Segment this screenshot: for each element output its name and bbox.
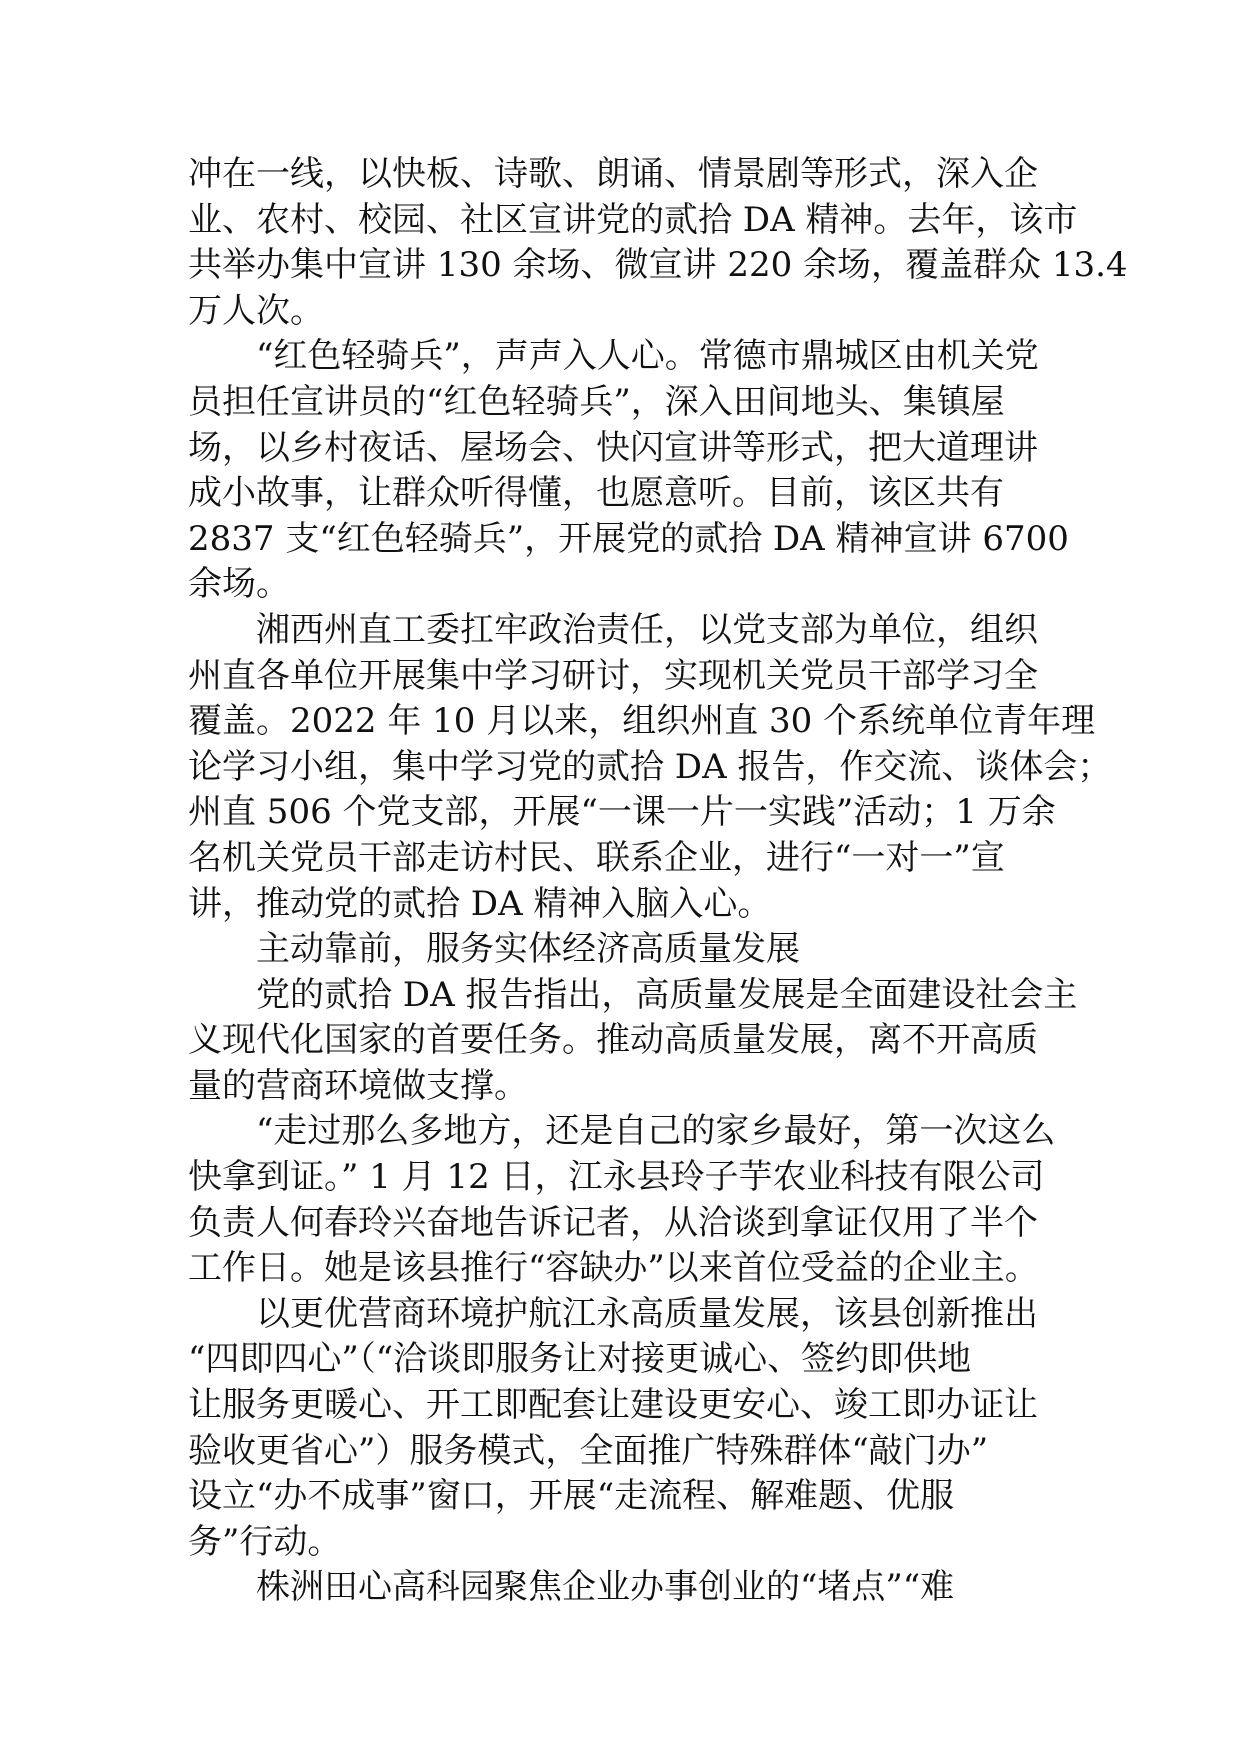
text-line: 验收更省心”）服务模式，全面推广特殊群体“敲门办”	[188, 1430, 989, 1471]
text-line: 员担任宣讲员的“红色轻骑兵”，深入田间地头、集镇屋	[188, 381, 1005, 422]
section-heading: 主动靠前，服务实体经济高质量发展	[188, 929, 800, 970]
text-line: 成小故事，让群众听得懂，也愿意听。目前，该区共有	[188, 473, 1004, 514]
text-line: 株洲田心高科园聚焦企业办事创业的“堵点”“难	[188, 1567, 955, 1608]
text-line: 余场。	[188, 564, 290, 605]
text-line: 义现代化国家的首要任务。推动高质量发展，离不开高质	[188, 1020, 1038, 1061]
text-line: 2837 支“红色轻骑兵”，开展党的贰拾 DA 精神宣讲 6700	[188, 518, 1069, 559]
text-line: “走过那么多地方，还是自己的家乡最好，第一次这么	[188, 1111, 1056, 1152]
text-line: 共举办集中宣讲 130 余场、微宣讲 220 余场，覆盖群众 13.4	[188, 245, 1128, 286]
body-text	[188, 152, 1128, 1611]
text-line: 州直 506 个党支部，开展“一课一片一实践”活动；1 万余	[188, 792, 1056, 833]
text-line: 名机关党员干部走访村民、联系企业，进行“一对一”宣	[188, 837, 1005, 878]
text-line: 让服务更暖心、开工即配套让建设更安心、竣工即办证让	[188, 1385, 1038, 1426]
text-line: 讲，推动党的贰拾 DA 精神入脑入心。	[188, 883, 772, 924]
text-line: “红色轻骑兵”，声声入人心。常德市鼎城区由机关党	[188, 336, 1039, 377]
text-line: 场，以乡村夜话、屋场会、快闪宣讲等形式，把大道理讲	[188, 427, 1038, 468]
text-line: 设立“办不成事”窗口，开展“走流程、解难题、优服	[188, 1476, 955, 1517]
text-line: 论学习小组，集中学习党的贰拾 DA 报告，作交流、谈体会；	[188, 746, 1112, 787]
text-line: 州直各单位开展集中学习研讨，实现机关党员干部学习全	[188, 655, 1038, 696]
text-line: 快拿到证。” 1 月 12 日，江永县玲子芋农业科技有限公司	[188, 1157, 1045, 1198]
text-line: 量的营商环境做支撑。	[188, 1065, 528, 1106]
text-line: 务”行动。	[188, 1521, 342, 1562]
text-line: 党的贰拾 DA 报告指出，高质量发展是全面建设社会主	[188, 974, 1078, 1015]
text-line: 业、农村、校园、社区宣讲党的贰拾 DA 精神。去年，该市	[188, 199, 1078, 240]
text-line: 负责人何春玲兴奋地告诉记者，从洽谈到拿证仅用了半个	[188, 1202, 1038, 1243]
text-line: 冲在一线，以快板、诗歌、朗诵、情景剧等形式，深入企	[188, 154, 1038, 194]
text-line: 工作日。她是该县推行“容缺办”以来首位受益的企业主。	[188, 1248, 1039, 1289]
text-line: 覆盖。2022 年 10 月以来，组织州直 30 个系统单位青年理	[188, 701, 1096, 742]
text-line: 万人次。	[188, 290, 324, 331]
text-line: “四即四心”（“洽谈即服务让对接更诚心、签约即供地	[188, 1339, 972, 1380]
text-line: 以更优营商环境护航江永高质量发展，该县创新推出	[188, 1293, 1038, 1334]
text-line: 湘西州直工委扛牢政治责任，以党支部为单位，组织	[188, 609, 1038, 650]
